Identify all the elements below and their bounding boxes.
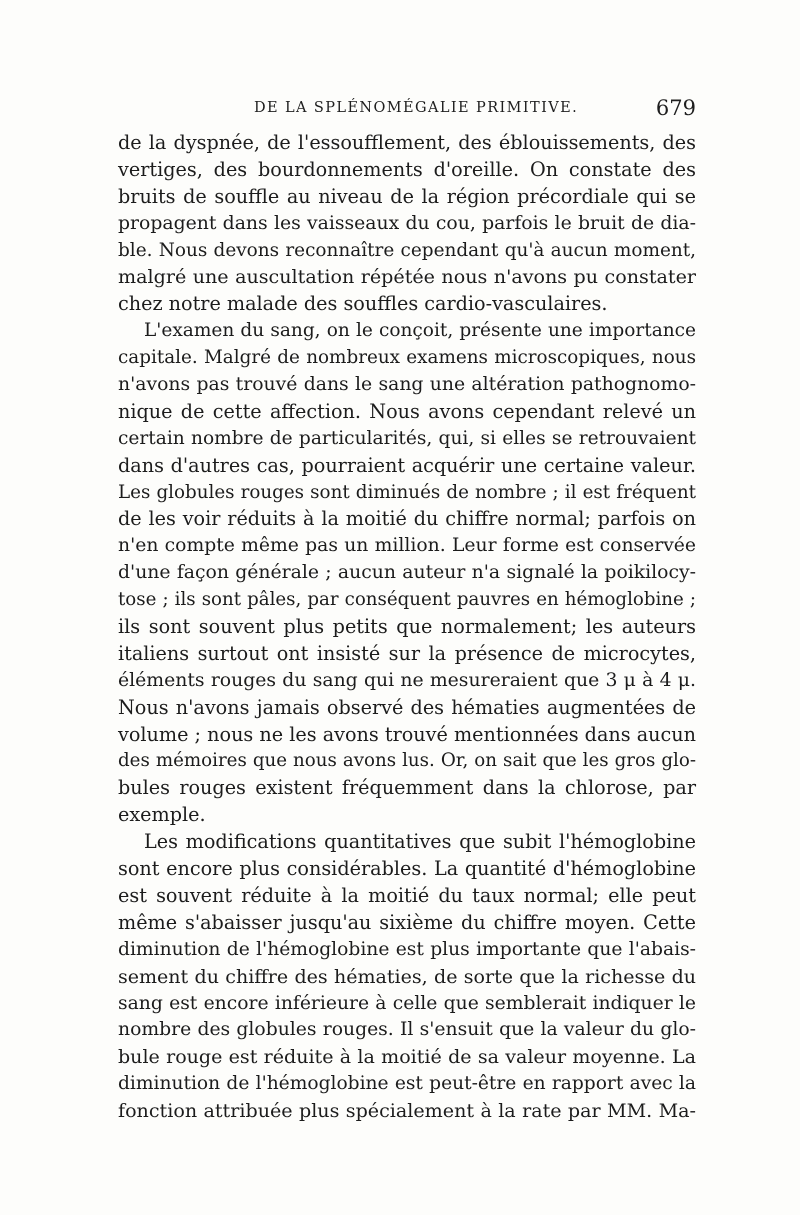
text-line: Nous n'avons jamais observé des hématies augmentées de — [118, 695, 696, 719]
text-line: diminution de l'hémoglobine est plus importante que l'abais- — [118, 938, 696, 960]
text-line: vertiges, des bourdonnements d'oreille. On constate des — [118, 157, 696, 181]
text-line: d'une façon générale ; aucun auteur n'a signalé la poikilocy- — [118, 562, 696, 584]
text-line: propagent dans les vaisseaux du cou, parfois le bruit de dia- — [118, 212, 696, 234]
text-line: même s'abaisser jusqu'au sixième du chiffre moyen. Cette — [118, 910, 696, 934]
text-line: Les modifications quantitatives que subit l'hémoglobine — [144, 830, 696, 854]
text-line: ils sont souvent plus petits que normalement; les auteurs — [118, 615, 696, 639]
text-line: volume ; nous ne les avons trouvé mentionnées dans aucun — [118, 722, 696, 746]
text-line: bules rouges existent fréquemment dans la chlorose, par — [118, 776, 696, 800]
text-line: italiens surtout ont insisté sur la présence de microcytes, — [118, 641, 696, 665]
text-line: de les voir réduits à la moitié du chiffre normal; parfois on — [118, 507, 696, 531]
text-line: ble. Nous devons reconnaître cependant qu'à aucun moment, — [118, 239, 696, 261]
text-line: sement du chiffre des hématies, de sorte que la richesse du — [118, 965, 696, 988]
text-line: dans d'autres cas, pourraient acquérir une certaine valeur. — [118, 453, 696, 477]
text-line: exemple. — [118, 803, 206, 827]
body-text — [118, 130, 696, 1125]
text-line: est souvent réduite à la moitié du taux normal; elle peut — [118, 883, 696, 907]
text-line: n'en compte même pas un million. Leur forme est conservée — [118, 535, 696, 557]
text-line: nique de cette affection. Nous avons cependant relevé un — [118, 399, 696, 423]
text-line: Les globules rouges sont diminués de nombre ; il est fréquent — [118, 481, 696, 503]
text-line: certain nombre de particularités, qui, si elles se retrouvaient — [118, 427, 696, 449]
text-line: capitale. Malgré de nombreux examens microscopiques, nous — [118, 347, 696, 369]
text-line: L'examen du sang, on le conçoit, présente une importance — [144, 320, 696, 342]
text-line: n'avons pas trouvé dans le sang une altération pathognomo- — [118, 374, 696, 396]
page-number: 679 — [655, 96, 696, 120]
text-line: sang est encore inférieure à celle que semblerait indiquer le — [118, 992, 696, 1014]
running-head — [118, 96, 696, 126]
text-line: sont encore plus considérables. La quantité d'hémoglobine — [118, 857, 696, 881]
text-line: nombre des globules rouges. Il s'ensuit que la valeur du glo- — [118, 1019, 696, 1041]
text-line: malgré une auscultation répétée nous n'avons pu constater — [118, 265, 696, 289]
text-line: diminution de l'hémoglobine est peut-être en rapport avec la — [118, 1073, 696, 1095]
running-title: DE LA SPLÉNOMÉGALIE PRIMITIVE. — [254, 100, 579, 116]
text-line: tose ; ils sont pâles, par conséquent pauvres en hémoglobine ; — [118, 589, 696, 611]
text-line: éléments rouges du sang qui ne mesureraient que 3 μ à 4 μ. — [118, 669, 696, 691]
text-line: de la dyspnée, de l'essoufflement, des éblouissements, des — [118, 131, 696, 154]
text-line: des mémoires que nous avons lus. Or, on sait que les gros glo- — [118, 750, 696, 772]
text-line: fonction attribuée plus spécialement à la rate par MM. Ma- — [118, 1099, 696, 1123]
text-line: chez notre malade des souffles cardio-vasculaires. — [118, 292, 608, 316]
text-line: bruits de souffle au niveau de la région précordiale qui se — [118, 184, 696, 208]
text-line: bule rouge est réduite à la moitié de sa valeur moyenne. La — [118, 1046, 696, 1069]
